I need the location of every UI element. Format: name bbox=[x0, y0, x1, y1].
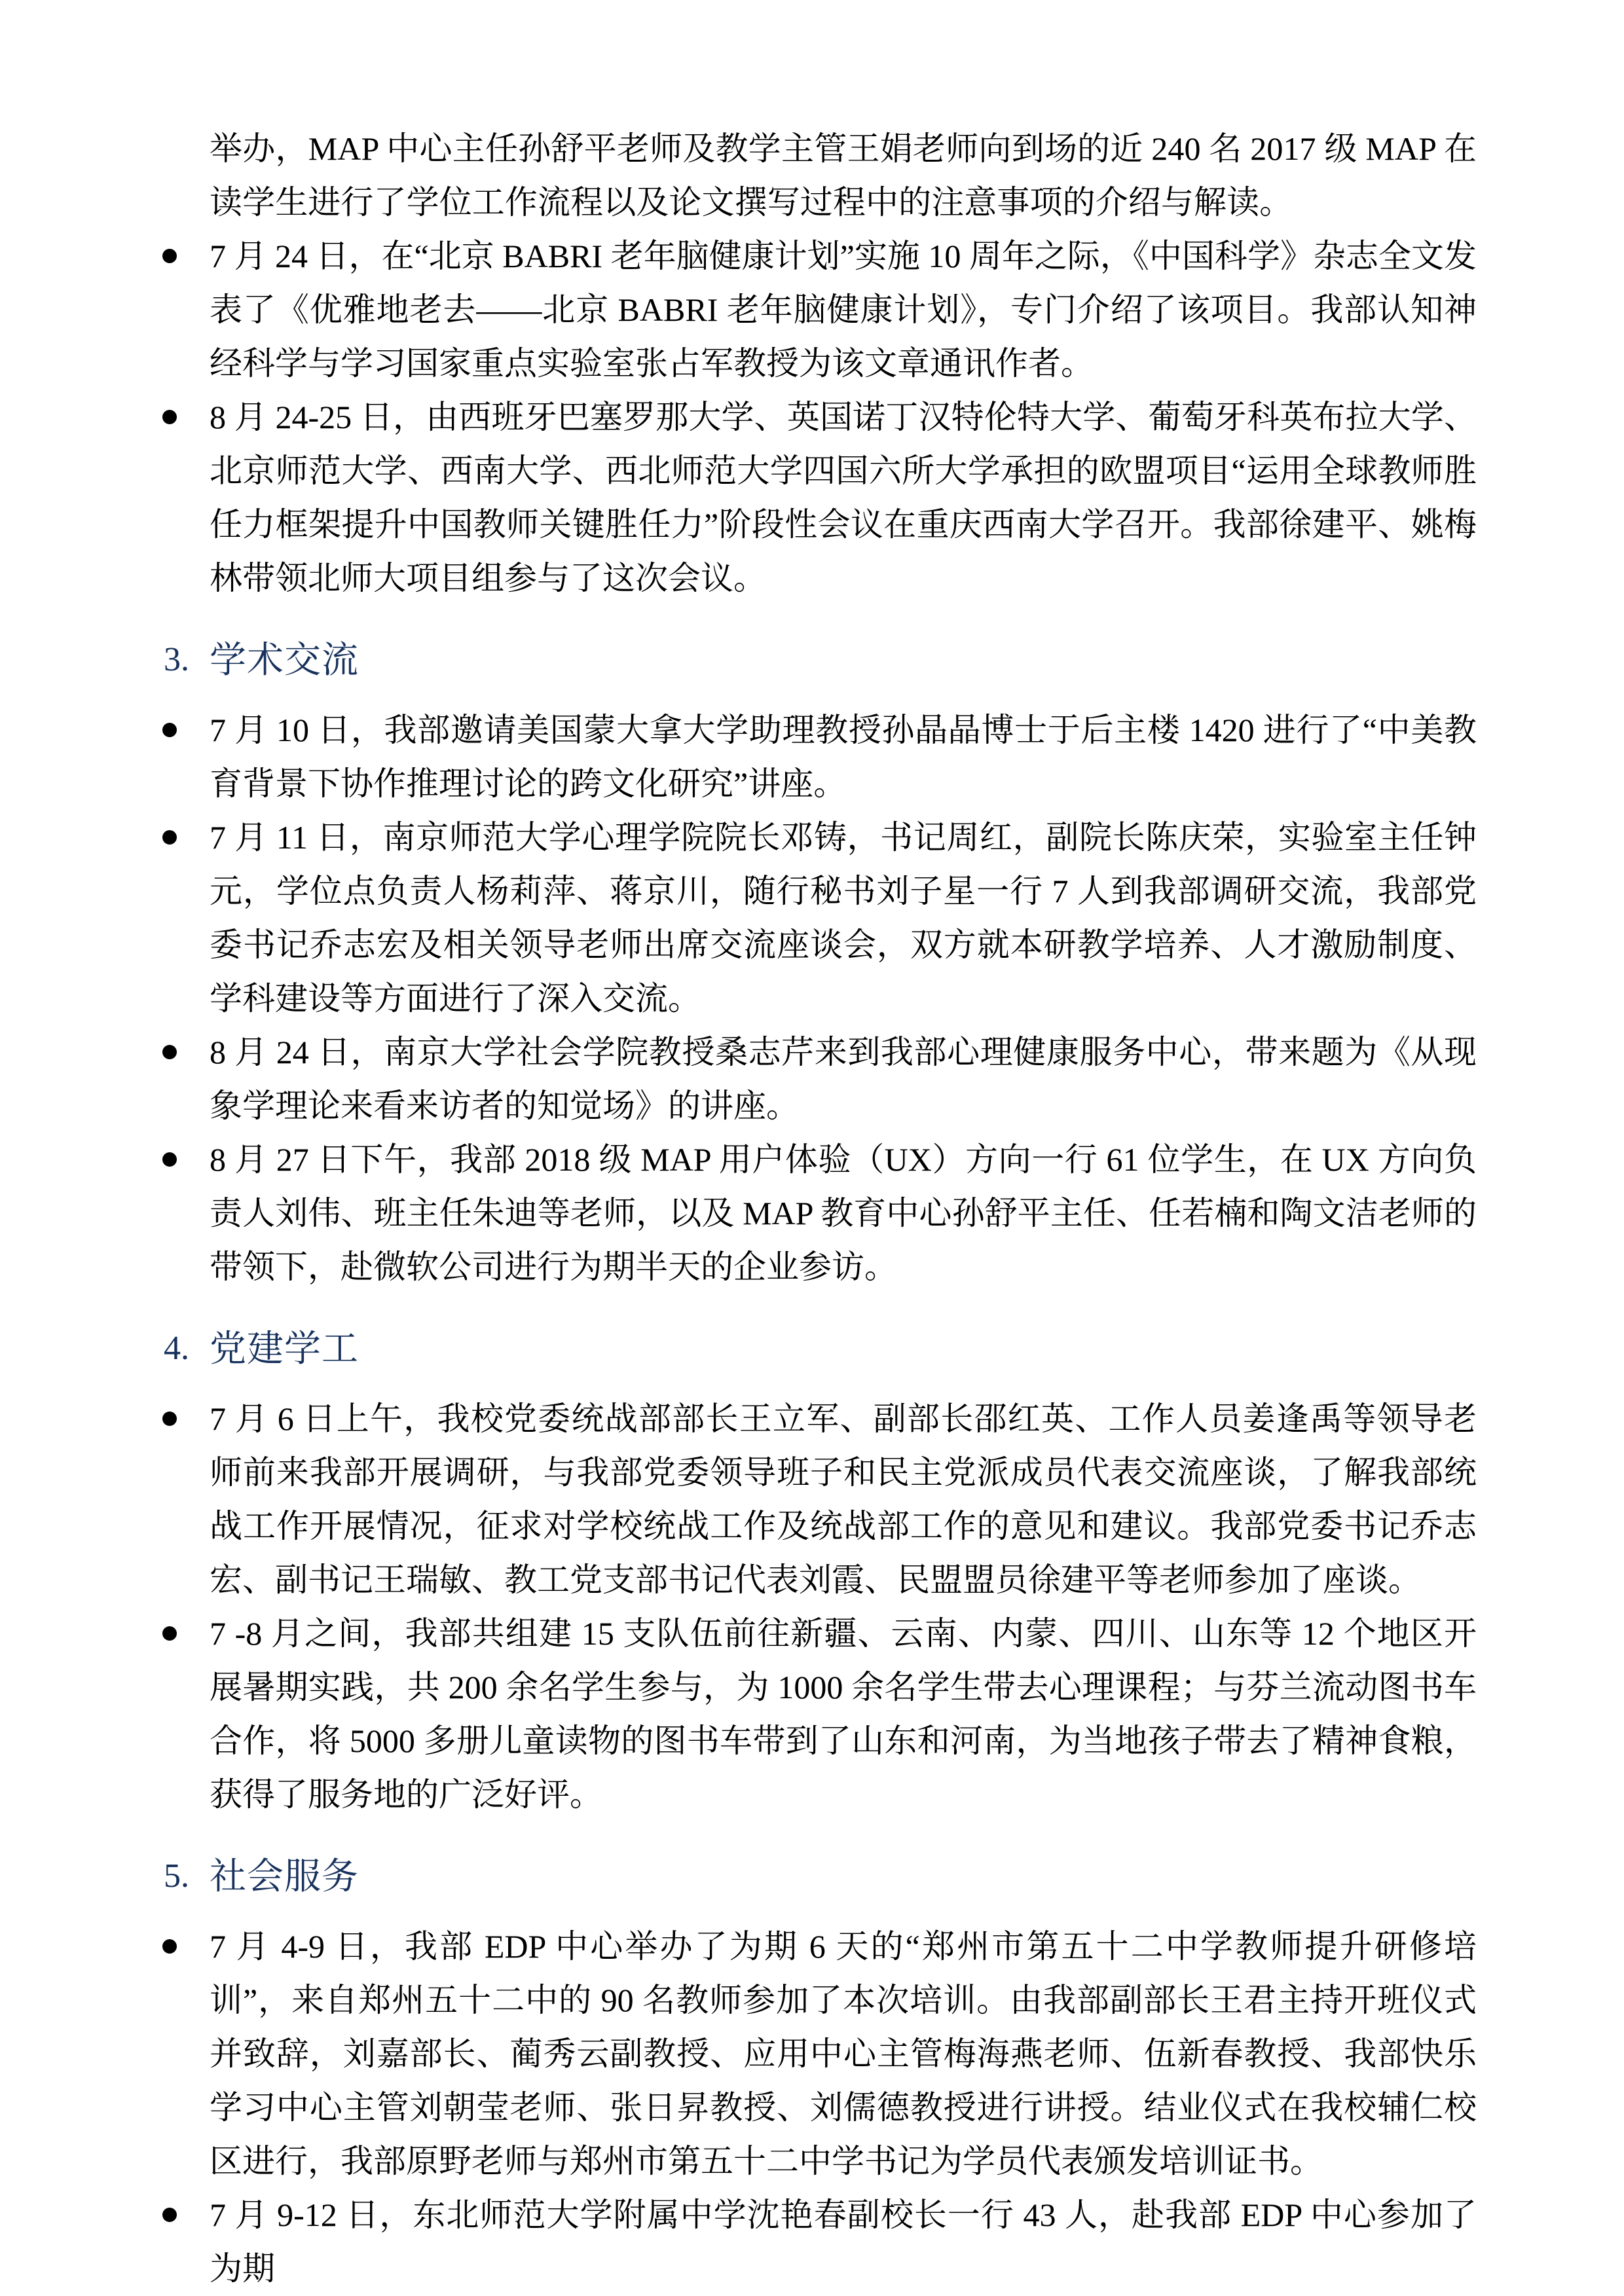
spacer bbox=[162, 1821, 1477, 1841]
list-item bbox=[162, 229, 1477, 390]
list-item bbox=[162, 1133, 1477, 1294]
section-title: 党建学工 bbox=[210, 1328, 359, 1369]
list-item bbox=[162, 1392, 1477, 1607]
spacer bbox=[162, 1384, 1477, 1392]
section-number: 5. bbox=[164, 1857, 189, 1895]
spacer bbox=[162, 695, 1477, 703]
bullet-dot-icon bbox=[162, 1939, 177, 1954]
list-item-text: 7 月 10 日，我部邀请美国蒙大拿大学助理教授孙晶晶博士于后主楼 1420 进行了“中美教育背景下协作推理讨论的跨文化研究”讲座。 bbox=[210, 712, 1477, 802]
bullet-dot-icon bbox=[162, 723, 177, 737]
section-title: 学术交流 bbox=[210, 639, 359, 680]
list-item bbox=[162, 2188, 1477, 2295]
list-item bbox=[162, 1920, 1477, 2188]
continuation-paragraph: 举办，MAP 中心主任孙舒平老师及教学主管王娟老师向到场的近 240 名 2017 级 MAP 在读学生进行了学位工作流程以及论文撰写过程中的注意事项的介绍与解读。 bbox=[210, 130, 1477, 221]
bullet-dot-icon bbox=[162, 1412, 177, 1426]
list-item-text: 8 月 27 日下午，我部 2018 级 MAP 用户体验（UX）方向一行 61 位学生，在 UX 方向负责人刘伟、班主任朱迪等老师，以及 MAP 教育中心孙舒平主任、任若楠和陶文洁老师的带领下，赴微软公司进行为期半天的企业参访。 bbox=[210, 1141, 1477, 1285]
bullet-dot-icon bbox=[162, 1152, 177, 1167]
spacer bbox=[162, 1294, 1477, 1313]
list-item-text: 8 月 24-25 日，由西班牙巴塞罗那大学、英国诺丁汉特伦特大学、葡萄牙科英布拉大学、北京师范大学、西南大学、西北师范大学四国六所大学承担的欧盟项目“运用全球教师胜任力框架提升中国教师关键胜任力”阶段性会议在重庆西南大学召开。我部徐建平、姚梅林带领北师大项目组参与了这次会议。 bbox=[210, 399, 1477, 596]
list-item-text: 7 月 6 日上午，我校党委统战部部长王立军、副部长邵红英、工作人员姜逢禹等领导老师前来我部开展调研，与我部党委领导班子和民主党派成员代表交流座谈，了解我部统战工作开展情况，征求对学校统战工作及统战部工作的意见和建议。我部党委书记乔志宏、副书记王瑞敏、教工党支部书记代表刘霞、民盟盟员徐建平等老师参加了座谈。 bbox=[210, 1400, 1477, 1598]
bullet-dot-icon bbox=[162, 1626, 177, 1641]
page-content bbox=[162, 122, 1477, 2295]
bullet-dot-icon bbox=[162, 2208, 177, 2222]
section-heading-4 bbox=[162, 1313, 1477, 1384]
list-item-text: 7 月 4-9 日，我部 EDP 中心举办了为期 6 天的“郑州市第五十二中学教师提升研修培训”，来自郑州五十二中的 90 名教师参加了本次培训。由我部副部长王君主持开班仪式并致辞，刘嘉部长、蔺秀云副教授、应用中心主管梅海燕老师、伍新春教授、我部快乐学习中心主管刘朝莹老师、张日昇教授、刘儒德教授进行讲授。结业仪式在我校辅仁校区进行，我部原野老师与郑州市第五十二中学书记为学员代表颁发培训证书。 bbox=[210, 1928, 1477, 2179]
section-number: 4. bbox=[164, 1330, 189, 1367]
section-number: 3. bbox=[164, 641, 189, 678]
list-item-text: 7 月 9-12 日，东北师范大学附属中学沈艳春副校长一行 43 人，赴我部 EDP 中心参加了为期 bbox=[210, 2196, 1477, 2287]
bullet-dot-icon bbox=[162, 830, 177, 845]
spacer bbox=[162, 605, 1477, 625]
list-item-text: 7 -8 月之间，我部共组建 15 支队伍前往新疆、云南、内蒙、四川、山东等 12 个地区开展暑期实践，共 200 余名学生参与，为 1000 余名学生带去心理课程；与芬兰流动图书车合作，将 5000 多册儿童读物的图书车带到了山东和河南，为当地孩子带去了精神食粮，获得了服务地的广泛好评。 bbox=[210, 1615, 1477, 1813]
spacer bbox=[162, 1912, 1477, 1920]
list-item bbox=[162, 390, 1477, 605]
list-item bbox=[162, 811, 1477, 1025]
bullet-dot-icon bbox=[162, 410, 177, 424]
section-heading-5 bbox=[162, 1841, 1477, 1912]
bullet-dot-icon bbox=[162, 249, 177, 263]
list-item bbox=[162, 703, 1477, 811]
section-heading-3 bbox=[162, 625, 1477, 695]
section-title: 社会服务 bbox=[210, 1855, 359, 1897]
list-item bbox=[162, 1025, 1477, 1133]
bullet-dot-icon bbox=[162, 1045, 177, 1059]
list-item bbox=[162, 1607, 1477, 1821]
list-item-text: 7 月 24 日，在“北京 BABRI 老年脑健康计划”实施 10 周年之际，《中国科学》杂志全文发表了《优雅地老去——北京 BABRI 老年脑健康计划》，专门介绍了该项目。我部认知神经科学与学习国家重点实验室张占军教授为该文章通讯作者。 bbox=[210, 238, 1477, 382]
list-item-text: 8 月 24 日，南京大学社会学院教授桑志芹来到我部心理健康服务中心，带来题为《从现象学理论来看来访者的知觉场》的讲座。 bbox=[210, 1034, 1477, 1124]
list-item-text: 7 月 11 日，南京师范大学心理学院院长邓铸，书记周红，副院长陈庆荣，实验室主任钟元，学位点负责人杨莉萍、蒋京川，随行秘书刘子星一行 7 人到我部调研交流，我部党委书记乔志宏及相关领导老师出席交流座谈会，双方就本研教学培养、人才激励制度、学科建设等方面进行了深入交流。 bbox=[210, 819, 1477, 1017]
